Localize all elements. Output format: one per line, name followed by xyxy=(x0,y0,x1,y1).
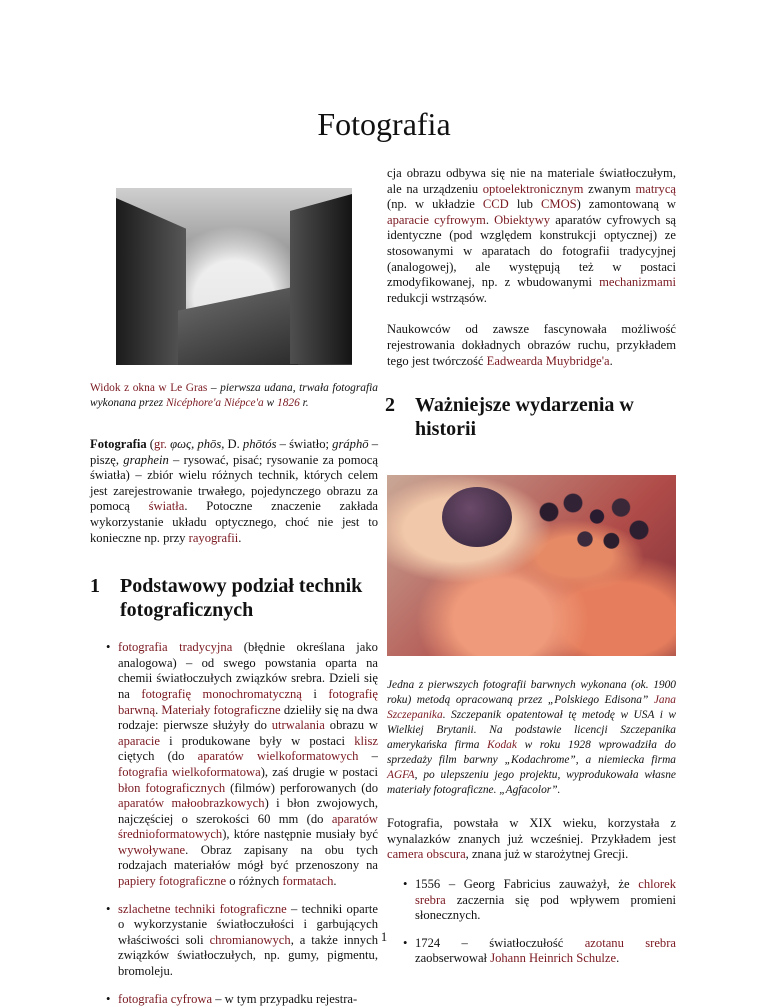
motion-paragraph: Naukowców od zawsze fascynowała możliwość rejestrowania dokładnych obrazów ruchu, przykładem tego jest twórczość Eadwearda Muybridge'a. xyxy=(387,322,676,368)
left-column xyxy=(90,188,378,1007)
events-list xyxy=(387,877,676,967)
link-swiatla[interactable]: światła xyxy=(148,499,185,514)
list-item: • 1724 – światłoczułość azotanu srebra zaobserwował Johann Heinrich Schulze. xyxy=(387,936,676,967)
list-item: • szlachetne techniki fotograficzne – techniki oparte o wykorzystanie światłoczułości i garbujących właściwości soli chromianowych, a także innych związków światłoczułych, np. gumy, pigmentu, bromoleju. xyxy=(90,902,378,980)
photo-szczepanik-fruit xyxy=(387,475,676,656)
history-paragraph: Fotografia, powstała w XIX wieku, korzystała z wynalazków znanych już wcześniej. Przykładem jest camera obscura, znana już w starożytnej Grecji. xyxy=(387,816,676,862)
right-column xyxy=(387,166,676,967)
page-number: 1 xyxy=(380,930,388,944)
photo-le-gras xyxy=(116,188,352,365)
photo-caption-szczepanik: Jedna z pierwszych fotografii barwnych wykonana (ok. 1900 roku) metodą opracowaną przez „Polskiego Edisona” Jana Szczepanika. Szczepanik opatentował tę metodę w USA i w Wielkiej Brytanii. Na podstawie licencji Szczepanika amerykańska firma Kodak w roku 1928 wprowadziła do sprzedaży film barwny „Kodachrome”, a niemiecka firma AGFA, po ulepszeniu jego projektu, wyprodukowała własne materiały fotograficzne. „Agfacolor”. xyxy=(387,679,676,797)
list-item: • fotografia tradycyjna (błędnie określana jako analogowa) – od swego powstania oparta na chemii światłoczułych związków srebra. Dzieli się na fotografię monochromatyczną i fotografię barwną. Materiały fotograficzne dzieliły się na dwa rodzaje: pierwsze służyły do utrwalania obrazu w aparacie i produkowane były w postaci klisz ciętych (do aparatów wielkoformatowych – fotografia wielkoformatowa), zaś drugie w postaci błon fotograficznych (filmów) perforowanych (do aparatów małoobrazkowych) i błon zwojowych, najczęściej o szerokości 60 mm (do aparatów średnioformatowych), które następnie musiały być wywoływane. Obraz zapisany na obu tych rodzajach materiałów mógł być przenoszony na papiery fotograficzne o różnych formatach. xyxy=(90,640,378,890)
link-gr[interactable]: gr. xyxy=(154,437,167,451)
caption-link-niepce[interactable]: Nicéphore'a Niépce'a xyxy=(165,397,264,409)
section-heading-2: 2 Ważniejsze wydarzenia w historii xyxy=(385,394,634,441)
caption-link-1826[interactable]: 1826 xyxy=(277,397,300,409)
link-rayografii[interactable]: rayografii xyxy=(188,530,239,545)
continued-paragraph: cja obrazu odbywa się nie na materiale światłoczułym, ale na urządzeniu optoelektronicznym zwanym matrycą (np. w układzie CCD lub CMOS) zamontowaną w aparacie cyfrowym. Obiektywy aparatów cyfrowych są identyczne (pod względem konstrukcji optycznej) ze stosowanymi w aparatach do fotografii tradycyjnej (analogowej), ale występują też w postaci zmodyfikowanej, np. z wbudowanymi mechanizmami redukcji wstrząsów. xyxy=(387,166,677,305)
intro-paragraph: Fotografia (gr. φως, phōs, D. phōtós – światło; gráphō – piszę, graphein – rysować, pisać; rysowanie za pomocą światła) – zbiór wielu różnych technik, których celem jest zarejestrowanie trwałego, pojedynczego obrazu za pomocą światła. Potoczne znaczenie zakłada wykorzystanie układu optycznego, choć nie jest to konieczne np. przy rayografii. xyxy=(90,437,379,545)
section-heading-1: 1 Podstawowy podział technik fotograficznych xyxy=(90,575,363,622)
list-item: • fotografia cyfrowa – w tym przypadku rejestra- xyxy=(90,992,378,1007)
list-item: • 1556 – Georg Fabricius zauważył, że chlorek srebra zaczernia się pod wpływem promieni słonecznych. xyxy=(387,877,676,924)
techniques-list xyxy=(90,640,378,1007)
page-title: Fotografia xyxy=(317,106,451,142)
photo-caption-le-gras: Widok z okna w Le Gras – pierwsza udana, trwała fotografia wykonana przez Nicéphore'a Niépce'a w 1826 r. xyxy=(90,382,378,409)
caption-link-le-gras[interactable]: Widok z okna w Le Gras xyxy=(90,382,208,394)
